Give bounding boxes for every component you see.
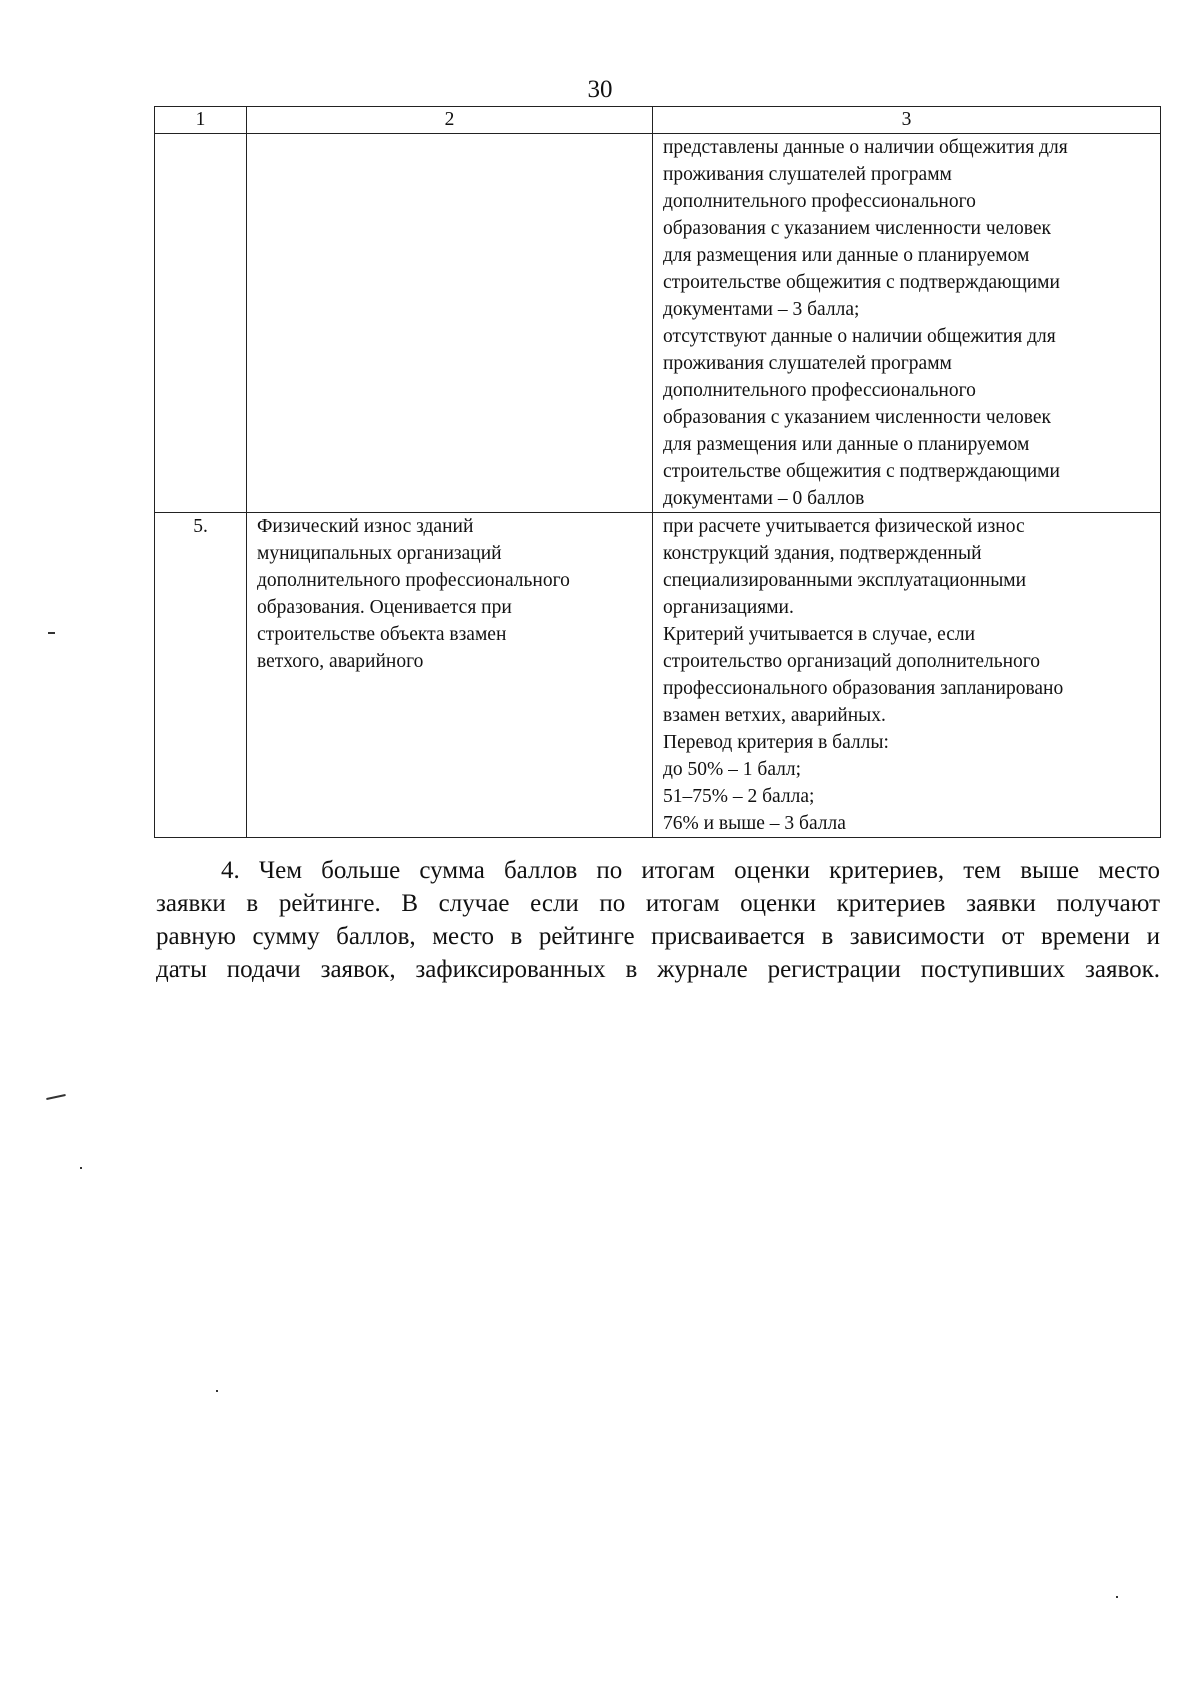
scan-mark [46,1094,66,1100]
description-line: 51–75% – 2 балла; [663,786,815,807]
table-row [155,134,1161,513]
row-number-cell: 5. [155,513,247,838]
column-header-1: 1 [155,107,247,134]
scan-mark [80,1167,82,1169]
column-header-2: 2 [247,107,653,134]
description-line: образования с указанием численности человек [663,407,1051,428]
criterion-cell [247,513,653,838]
description-line: Критерий учитывается в случае, если [663,624,976,645]
description-line: образования с указанием численности человек [663,218,1051,239]
scan-mark [48,632,55,634]
description-line: профессионального образования запланировано [663,678,1064,699]
description-line: проживания слушателей программ [663,353,952,374]
description-line: взамен ветхих, аварийных. [663,705,886,726]
paragraph-line: даты подачи заявок, зафиксированных в журнале регистрации поступивших заявок. [156,956,1160,983]
criteria-table [154,106,1161,838]
description-line: организациями. [663,597,794,618]
description-line: при расчете учитывается физической износ [663,516,1025,537]
paragraph-line: 4. Чем больше сумма баллов по итогам оценки критериев, тем выше место [221,857,1160,884]
description-line: Перевод критерия в баллы: [663,732,889,753]
description-line: отсутствуют данные о наличии общежития для [663,326,1056,347]
description-line: документами – 3 балла; [663,299,860,320]
criterion-line: строительстве объекта взамен [257,624,507,645]
scan-mark [1116,1596,1118,1598]
criterion-cell [247,134,653,513]
table-header-row [155,107,1161,134]
table-row [155,513,1161,838]
criterion-line: дополнительного профессионального [257,570,570,591]
description-cell [653,513,1161,838]
description-line: строительство организаций дополнительного [663,651,1041,672]
description-line: для размещения или данные о планируемом [663,245,1030,266]
paragraph-line: заявки в рейтинге. В случае если по итогам оценки критериев заявки получают [156,890,1160,917]
description-line: специализированными эксплуатационными [663,570,1027,591]
criterion-line: ветхого, аварийного [257,651,424,672]
column-header-3: 3 [653,107,1161,134]
criterion-line: образования. Оценивается при [257,597,512,618]
description-line: конструкций здания, подтвержденный [663,543,982,564]
description-cell [653,134,1161,513]
paragraph-line: равную сумму баллов, место в рейтинге присваивается в зависимости от времени и [156,923,1160,950]
description-line: для размещения или данные о планируемом [663,434,1030,455]
ranking-paragraph [156,854,1160,986]
description-line: проживания слушателей программ [663,164,952,185]
criterion-line: муниципальных организаций [257,543,502,564]
row-number-cell [155,134,247,513]
description-line: 76% и выше – 3 балла [663,813,846,834]
description-line: дополнительного профессионального [663,380,976,401]
description-line: строительстве общежития с подтверждающими [663,272,1060,293]
description-line: документами – 0 баллов [663,488,865,509]
description-line: строительстве общежития с подтверждающими [663,461,1060,482]
description-line: дополнительного профессионального [663,191,976,212]
description-line: представлены данные о наличии общежития для [663,137,1068,158]
description-line: до 50% – 1 балл; [663,759,802,780]
page-number: 30 [587,76,613,103]
scan-mark [216,1390,218,1392]
criterion-line: Физический износ зданий [257,516,474,537]
